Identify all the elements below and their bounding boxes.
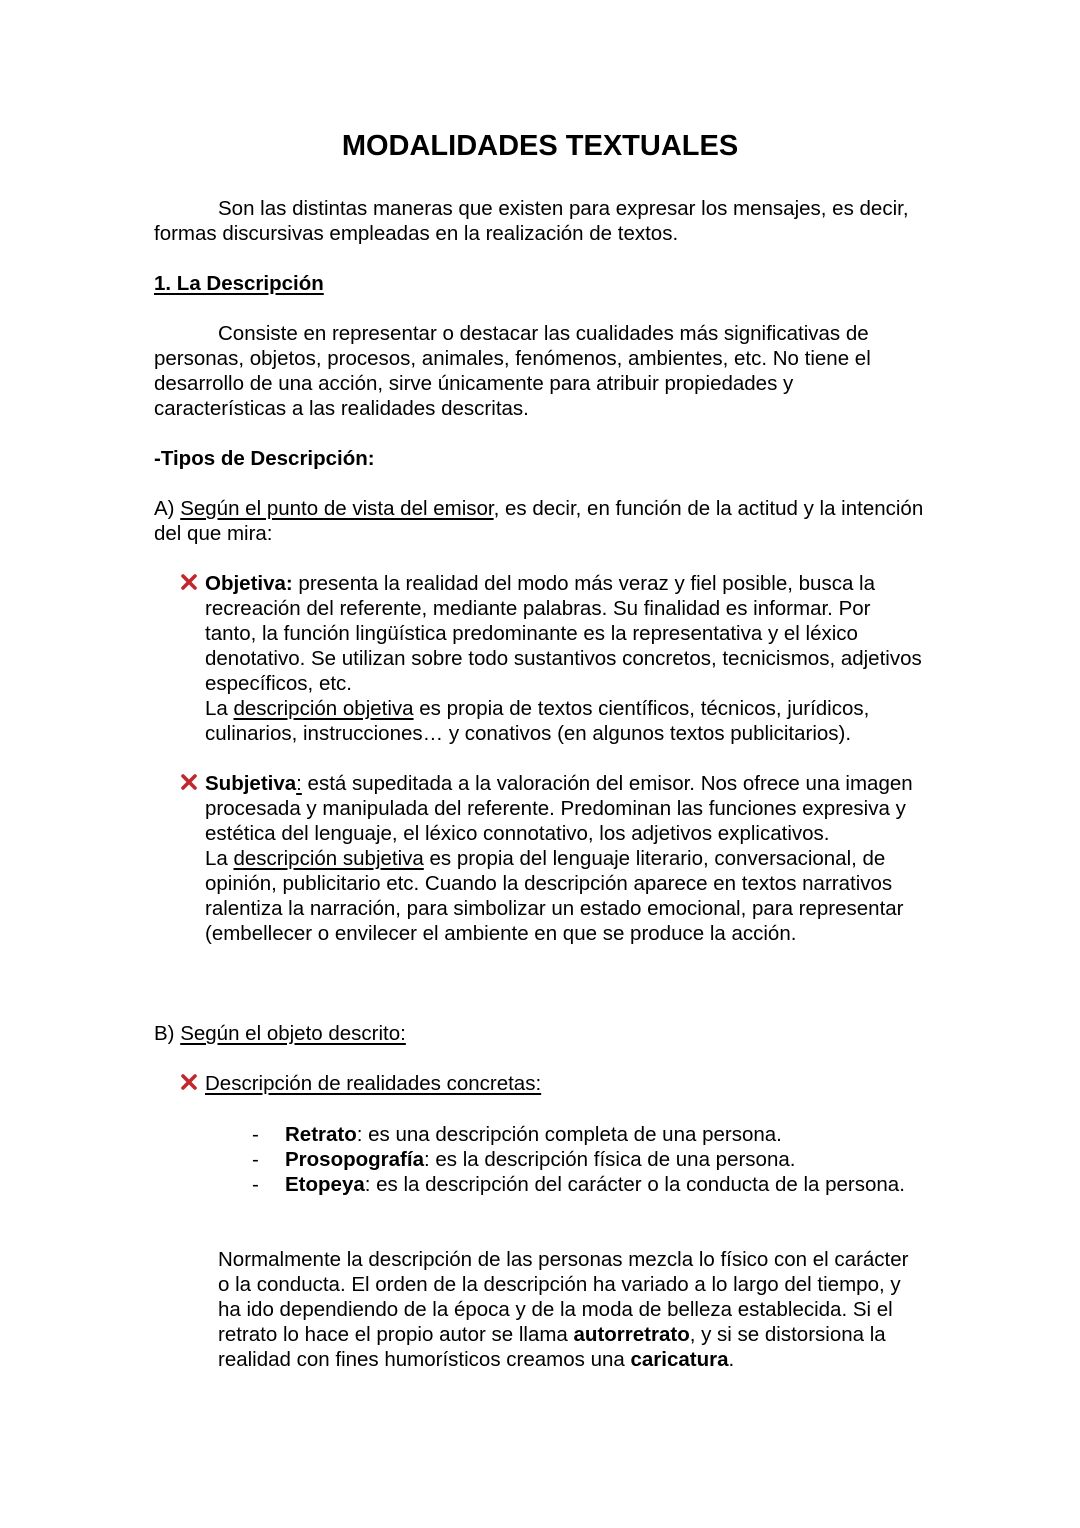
criterion-a-rest: , es decir, en función de la actitud y la intención del que mira: [154,497,924,545]
criterion-a [154,496,924,546]
objetiva-term: Objetiva: [205,572,293,595]
subjetiva-usage-underlined: descripción subjetiva [233,847,424,870]
concretas-heading: Descripción de realidades concretas: [205,1072,542,1095]
criterion-b-prefix: B) [154,1022,181,1045]
subjetiva-usage [205,846,925,946]
page-title: MODALIDADES TEXTUALES [341,130,739,162]
subjetiva-term: Subjetiva [205,772,297,795]
objetiva-usage [205,696,925,746]
list-item [285,1147,925,1172]
section-heading-text: 1. La Descripción [154,272,324,295]
objetiva-usage-underlined: descripción objetiva [233,697,414,720]
tipos-heading-text: -Tipos de Descripción: [154,447,375,470]
retrato-paragraph [218,1247,924,1372]
subjetiva-usage-prefix: La [205,847,234,870]
section-paragraph: Consiste en representar o destacar las cualidades más significativas de personas, objetos, procesos, animales, fenómenos, ambientes, etc. No tiene el desarrollo de una acción, sirve únicamente para atribuir propiedades y características a las realidades descritas. [154,322,871,420]
subjetiva-item [205,771,925,946]
list-item-text: : es la descripción física de una persona. [423,1148,796,1171]
retrato-text-1: Normalmente la descripción de las personas mezcla lo físico con el carácter o la conducta. El orden de la descripción ha variado a lo largo del tiempo, y ha ido dependiendo de la época y de la moda de belleza establecida. Si el retrato lo hace el propio autor se llama [218,1248,909,1346]
retrato-text-3: . [728,1348,735,1371]
section-heading [154,271,924,296]
list-item [285,1122,925,1147]
list-item-term: Retrato [285,1123,357,1146]
criterion-a-underlined: Según el punto de vista del emisor [180,497,494,520]
list-item-text: : es la descripción del carácter o la conducta de la persona. [364,1173,905,1196]
subjetiva-text: está supeditada a la valoración del emisor. Nos ofrece una imagen procesada y manipulada del referente. Predominan las funciones expresiva y estética del lenguaje, el léxico connotativo, los adjetivos explicativos. [205,772,913,845]
list-item [285,1172,925,1197]
list-item-text: : es una descripción completa de una persona. [356,1123,782,1146]
intro-paragraph: Son las distintas maneras que existen para expresar los mensajes, es decir, formas discursivas empleadas en la realización de textos. [154,197,909,245]
objetiva-paragraph [205,571,925,696]
subjetiva-paragraph [205,771,925,846]
autorretrato-term: autorretrato [573,1323,690,1346]
x-cross-icon [180,1071,202,1096]
objetiva-usage-rest: es propia de textos científicos, técnicos, jurídicos, culinarios, instrucciones… y conativos (en algunos textos publicitarios). [205,697,870,745]
x-cross-icon [180,771,202,796]
dash-marker: - [252,1173,259,1196]
list-item-term: Etopeya [285,1173,365,1196]
retrato-text-2: , y si se distorsiona la realidad con fines humorísticos creamos una [218,1323,886,1371]
objetiva-text: presenta la realidad del modo más veraz y fiel posible, busca la recreación del referente, mediante palabras. Su finalidad es informar. Por tanto, la función lingüística predominante es la representativa y el léxico denotativo. Se utilizan sobre todo sustantivos concretos, tecnicismos, adjetivos específicos, etc. [205,572,922,695]
list-item-term: Prosopografía [285,1148,424,1171]
dash-marker: - [252,1123,259,1146]
criterion-b [154,1021,924,1046]
criterion-a-prefix: A) [154,497,181,520]
x-cross-icon [180,571,202,596]
objetiva-item [205,571,925,746]
subjetiva-colon: : [296,772,302,795]
objetiva-usage-prefix: La [205,697,234,720]
caricatura-term: caricatura [630,1348,729,1371]
subjetiva-usage-rest: es propia del lenguaje literario, conversacional, de opinión, publicitario etc. Cuando la descripción aparece en textos narrativos ralentiza la narración, para simbolizar un estado emocional, para representar (embellecer o envilecer el ambiente en que se produce la acción. [205,847,904,945]
dash-marker: - [252,1148,259,1171]
criterion-b-underlined: Según el objeto descrito: [180,1022,406,1045]
tipos-heading [154,446,924,471]
